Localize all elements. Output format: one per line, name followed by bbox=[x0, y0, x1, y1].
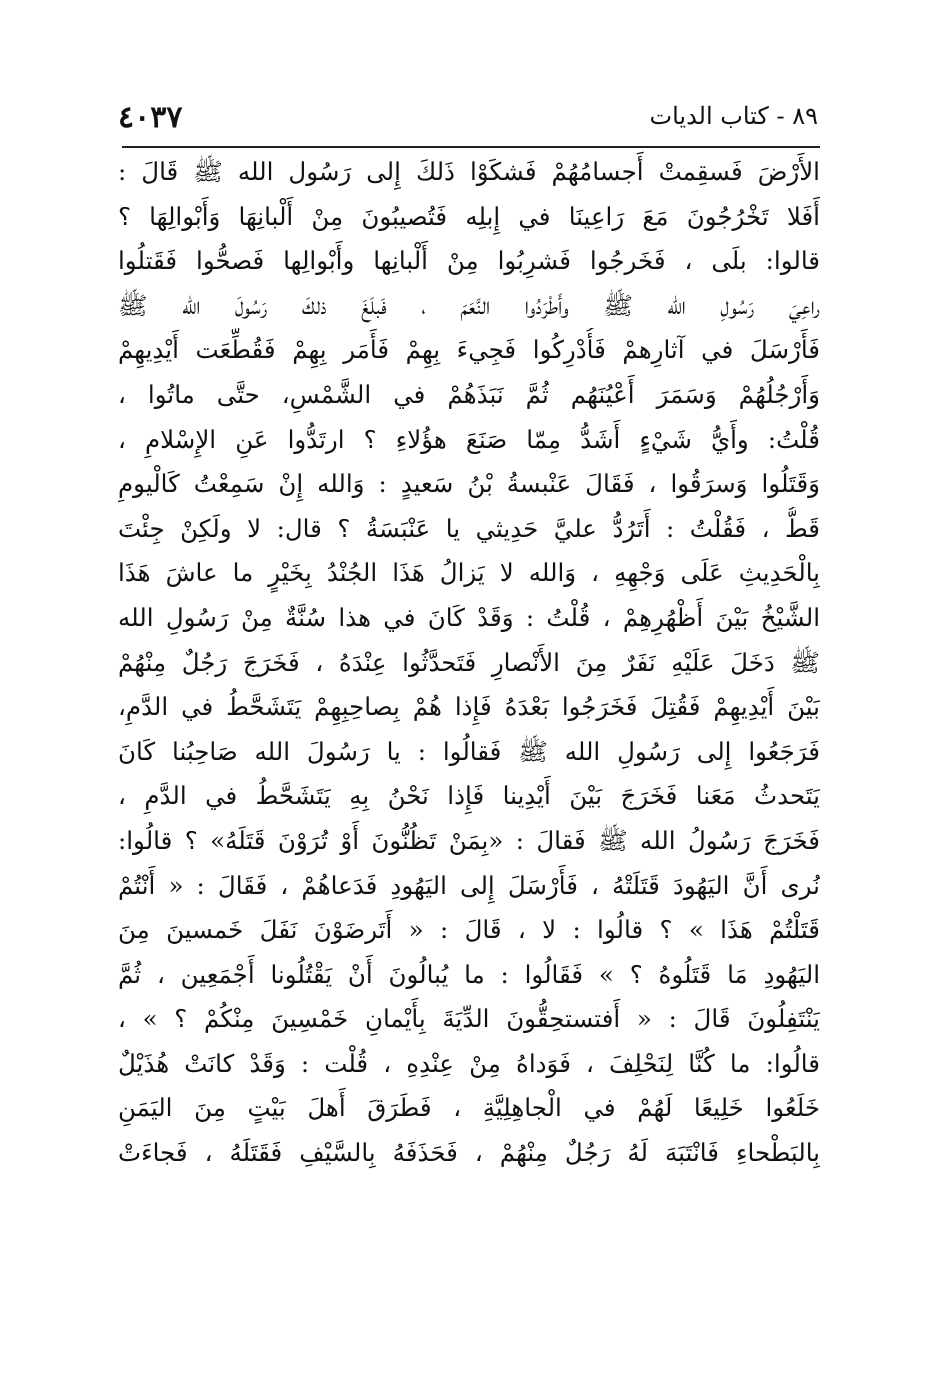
text-line: يَتَحدثُ مَعَنا فَخَرَجَ بَيْنَ أَيْدِينا فَإِذا نَحْنُ بِهِ يَتَشَحَّطُ في الدَّمِ ، bbox=[118, 781, 820, 811]
text-line: يَنْتَفِلُونَ قَالَ : « أَفتستحِقُّونَ الدِّيَةَ بِأَيْمانِ خَمْسِينَ مِنْكُمْ ؟ » ، bbox=[118, 1004, 820, 1034]
text-line: قَتَلْتُمْ هَذَا » ؟ قالُوا : لا ، قَالَ : « أَتَرضَوْنَ نَفَلَ خَمسينَ مِنَ bbox=[118, 915, 820, 945]
text-line: وَقَتَلُوا وَسرَقُوا ، فَقَالَ عَنْبسةُ بْنُ سَعيدٍ : وَالله إِنْ سَمِعْتُ كَالْيومِ bbox=[118, 469, 820, 499]
text-line: اليَهُودِ مَا قَتَلُوهُ ؟ » فَقَالُوا : ما يُبالُونَ أَنْ يَقْتُلُونا أَجْمَعِين ، ثُمَّ bbox=[118, 959, 820, 989]
text-line: قَطُّ ، فَقُلْتُ : أَتَرُدُّ عليَّ حَدِيثي يا عَنْبَسَةُ ؟ قال: لا ولَكِنْ جِئْتَ bbox=[118, 513, 820, 543]
body-text bbox=[118, 150, 820, 1176]
running-title: ٨٩ - كتاب الديات bbox=[649, 102, 818, 130]
text-line: نُرى أَنَّ اليَهُودَ قَتَلَتْهُ ، فَأَرْسَلَ إِلى اليَهُودِ فَدَعاهُمْ ، فَقَالَ : « أَنْتُمْ bbox=[118, 870, 820, 900]
text-line: فَرَجَعُوا إِلى رَسُولِ الله ﷺ فَقالُوا : يا رَسُولَ الله صَاحِبُنا كَانَ bbox=[118, 736, 820, 766]
text-line: فَأَرْسَلَ في آثارِهمْ فَأُدْرِكُوا فَجِيءَ بِهِمْ فَأَمَر بِهِمْ فَقُطِّعَت أَيْدِيهِمْ bbox=[118, 335, 820, 365]
text-line: أَفَلا تَخْرُجُونَ مَعَ رَاعِينَا في إِبلِه فَتُصيبُونَ مِنْ أَلْبانِهَا وَأَبْوالِهَا ؟ bbox=[118, 201, 820, 231]
text-line: ﷺ دَخَلَ عَلَيْهِ نَفَرٌ مِنَ الأَنْصارِ فَتَحدَّثُوا عِنْدَهُ ، فَخَرَجَ رَجُلٌ مِنْهُمْ bbox=[118, 647, 820, 677]
text-line: قالوا: بلَى ، فَخَرجُوا فَشرِبُوا مِنْ أَلْبانِها وأَبْوالِها فَصحُّوا فَقَتلُوا bbox=[118, 246, 820, 276]
text-line: فَخَرَجَ رَسُولُ الله ﷺ فَقالَ : «بِمَنْ تَظُنُّونَ أَوْ تُرَوْنَ قَتَلَهُ» ؟ قالُوا: bbox=[118, 825, 820, 855]
text-line: الأَرْضَ فَسقِمتْ أَجسامُهُمْ فَشكَوْا ذَلكَ إِلى رَسُول الله ﷺ قَالَ : bbox=[118, 157, 820, 186]
text-line: الشَّيْخُ بَيْنَ أَظْهُرِهِمْ ، قُلْتُ : وَقَدْ كَانَ في هذا سُنَّةٌ مِنْ رَسُولِ الله bbox=[118, 602, 820, 632]
text-line: قالُوا: ما كُنَّا لِنَحْلِفَ ، فَوَداهُ مِنْ عِنْدِهِ ، قُلْت : وَقَدْ كانَتْ هُذَيْلٌ bbox=[118, 1048, 820, 1078]
text-line: بِالْحَدِيثِ عَلَى وَجْهِهِ ، وَالله لا يَزالُ هَذَا الجُنْدُ بِخَيْرٍ ما عاشَ هَذَا bbox=[118, 558, 820, 588]
text-line: راعِيَ رَسُولِ الله ﷺ وأَطْرَدُوا النَّعَمَ ، فَبلَغَ ذلكَ رَسُولَ الله ﷺ bbox=[118, 290, 820, 320]
page-number: ٤٠٣٧ bbox=[118, 100, 183, 135]
text-line: بَيْنَ أَيْدِيهِمْ فَقُتِلَ فَخَرَجُوا بَعْدَهُ فَإِذا هُمْ بِصاحِبِهِمْ يَتَشَحَّطُ في الدَّمِ، bbox=[118, 692, 820, 722]
header-rule bbox=[122, 146, 820, 148]
text-line: بِالبَطْحاءِ فَانْتَبَهَ لَهُ رَجُلٌ مِنْهُمْ ، فَحَذَفَهُ بِالسَّيْفِ فَقَتَلَهُ ، فَجاءَتْ bbox=[118, 1138, 820, 1168]
text-line: قُلْتُ: وأَيُّ شَيْءٍ أَشَدُّ مِمّا صَنَعَ هؤُلاءِ ؟ ارتَدُّوا عَنِ الإِسْلامِ ، bbox=[118, 424, 820, 454]
page-header bbox=[118, 96, 818, 144]
text-line: وَأَرْجُلُهُمْ وَسَمَرَ أَعْيُنَهُم ثُمَّ نَبَذَهُمْ في الشَّمْسِ، حتَّى ماتُوا ، bbox=[118, 379, 820, 409]
text-line: خَلَعُوا خَلِيعًا لَهُمْ في الْجاهِلِيَّةِ ، فَطَرَقَ أَهلَ بَيْتٍ مِنَ اليَمَنِ bbox=[118, 1093, 820, 1123]
